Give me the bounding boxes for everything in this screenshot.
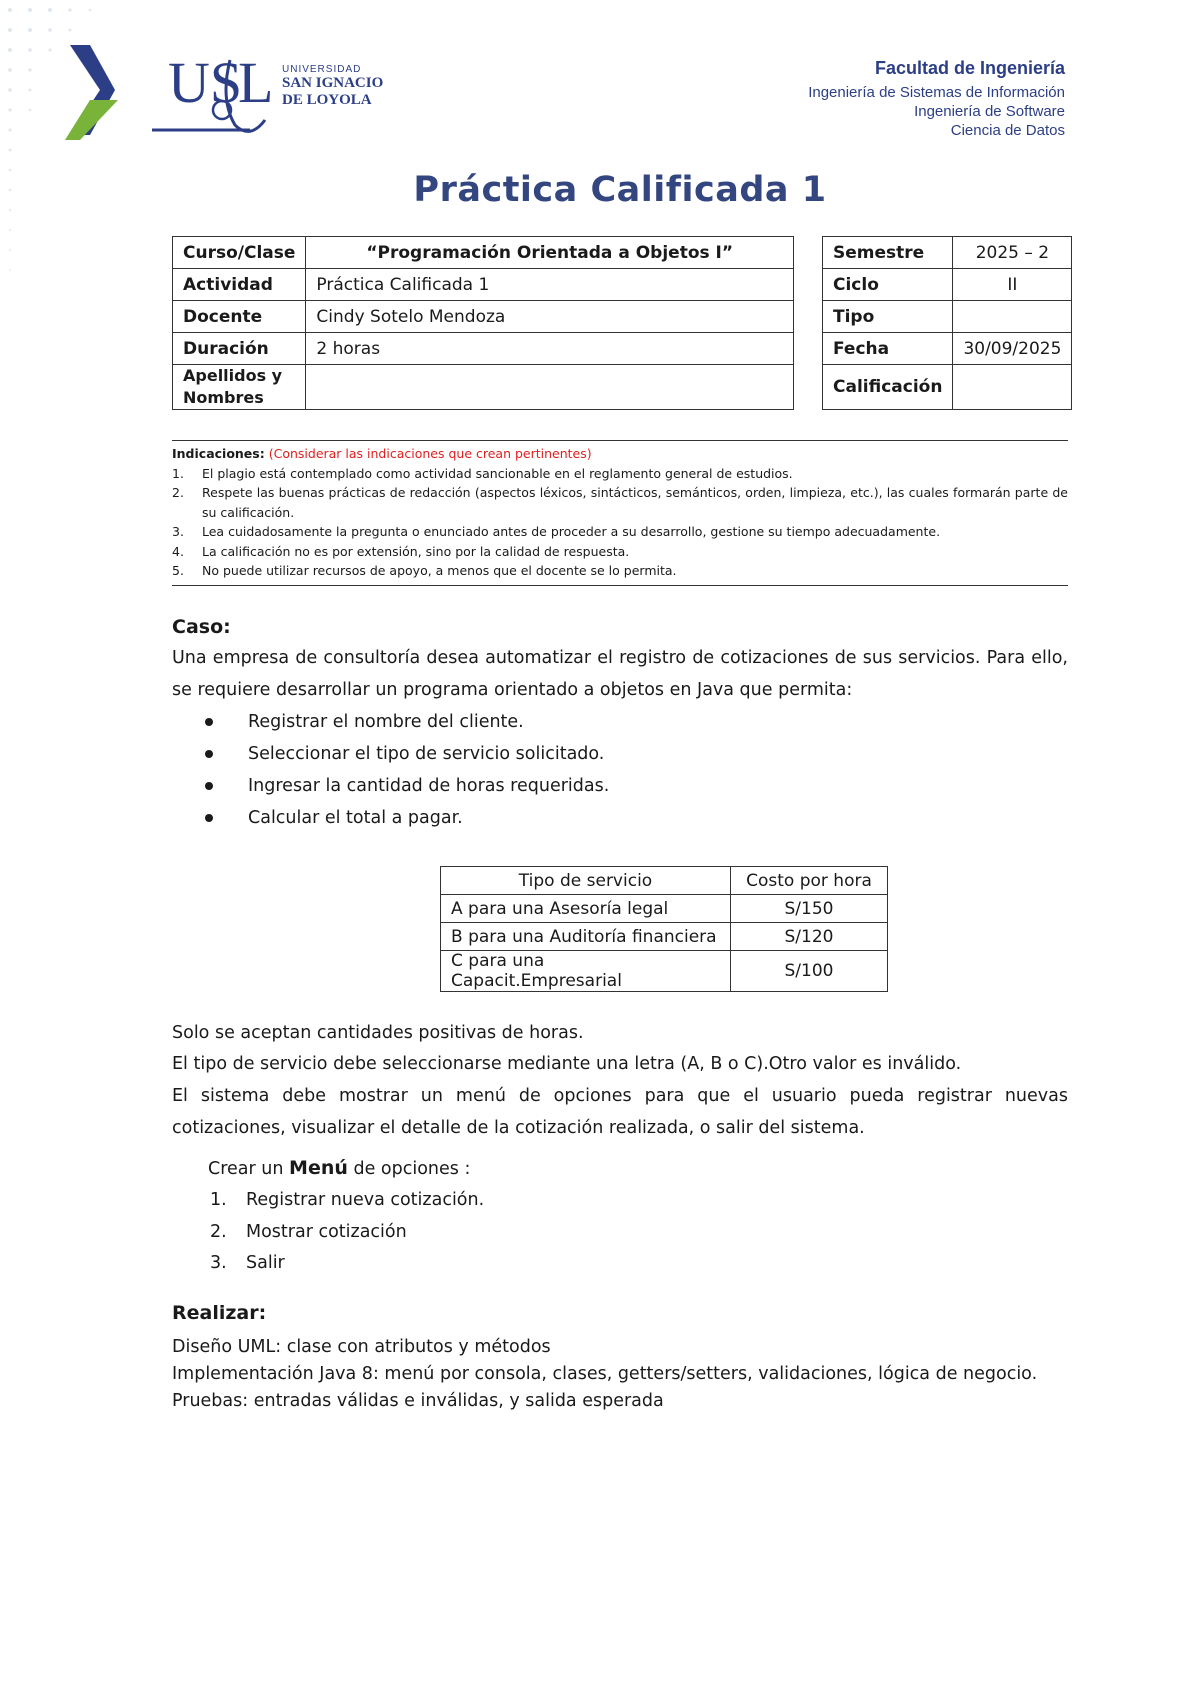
cell-label: Curso/Clase: [173, 237, 306, 269]
list-item: 5. No puede utilizar recursos de apoyo, a menos que el docente se lo permita.: [172, 561, 1068, 581]
list-item: 1. Registrar nueva cotización.: [210, 1185, 484, 1217]
requirement-text: Registrar el nombre del cliente.: [248, 712, 524, 732]
cell-value: 2025 – 2: [953, 237, 1072, 269]
list-item: 3. Lea cuidadosamente la pregunta o enunciado antes de proceder a su desarrollo, gestione su tiempo adecuadamente.: [172, 522, 1068, 542]
indications-note: (Considerar las indicaciones que crean pertinentes): [268, 446, 592, 461]
table-row: [173, 365, 794, 410]
list-item: 4. La calificación no es por extensión, sino por la calidad de respuesta.: [172, 542, 1068, 562]
table-row: [173, 269, 794, 301]
menu-options-list: [210, 1185, 484, 1280]
indications-label: Indicaciones:: [172, 446, 265, 461]
indications-block: [172, 444, 1068, 581]
bullet-icon: [205, 718, 213, 726]
cell-value: 2 horas: [306, 333, 794, 365]
logo-text-de-loyola: DE LOYOLA: [282, 92, 372, 108]
menu-option-text: Mostrar cotización: [246, 1221, 407, 1242]
table-row: [173, 333, 794, 365]
case-intro: Una empresa de consultoría desea automatizar el registro de cotizaciones de sus servicios. Para ello, se requiere desarrollar un programa orientado a objetos en Java que permita:: [172, 648, 1068, 700]
indication-text: No puede utilizar recursos de apoyo, a menos que el docente se lo permita.: [202, 563, 677, 578]
tasks-heading: Realizar:: [172, 1302, 267, 1324]
service-cost: S/150: [731, 895, 888, 923]
cell-value: “Programación Orientada a Objetos I”: [306, 237, 794, 269]
svg-text:US: US: [168, 50, 243, 115]
cell-label: Fecha: [823, 333, 953, 365]
usil-logo: [60, 40, 420, 150]
column-header: Costo por hora: [731, 867, 888, 895]
table-row: [441, 895, 888, 923]
cell-label: Calificación: [823, 365, 953, 410]
list-item: 2. Respete las buenas prácticas de redacción (aspectos léxicos, sintácticos, semánticos, orden, limpieza, etc.), las cuales formarán parte de su calificación.: [172, 483, 1068, 522]
menu-word: Menú: [289, 1157, 348, 1179]
table-header-row: [441, 867, 888, 895]
table-row: [173, 237, 794, 269]
indication-text: Respete las buenas prácticas de redacción (aspectos léxicos, sintácticos, semánticos, orden, limpieza, etc.), las cuales formarán parte de su calificación.: [202, 485, 1068, 520]
list-item: [205, 738, 609, 770]
requirement-text: Calcular el total a pagar.: [248, 808, 463, 828]
document-title: Práctica Calificada 1: [413, 170, 827, 210]
rule-text: El sistema debe mostrar un menú de opciones para que el usuario pueda registrar nuevas cotizaciones, visualizar el detalle de la cotización realizada, o salir del sistema.: [172, 1086, 1068, 1138]
faculty-header: [808, 58, 1065, 140]
cell-label: Semestre: [823, 237, 953, 269]
table-row: [441, 951, 888, 992]
menu-intro-prefix: Crear un: [208, 1159, 284, 1179]
indication-text: Lea cuidadosamente la pregunta o enunciado antes de proceder a su desarrollo, gestione su tiempo adecuadamente.: [202, 524, 941, 539]
table-row: [823, 237, 1072, 269]
indication-text: El plagio está contemplado como actividad sancionable en el reglamento general de estudios.: [202, 465, 793, 481]
course-info-table: [172, 236, 794, 410]
program-name: Ingeniería de Sistemas de Información: [808, 84, 1065, 101]
list-item: 3. Salir: [210, 1248, 484, 1280]
case-heading: Caso:: [172, 616, 231, 638]
rule-text: El tipo de servicio debe seleccionarse mediante una letra (A, B o C).Otro valor es inválido.: [172, 1054, 962, 1074]
menu-option-text: Registrar nueva cotización.: [246, 1190, 485, 1210]
service-cost: S/100: [731, 951, 888, 992]
bullet-icon: [205, 782, 213, 790]
indications-list: [172, 464, 1068, 581]
menu-intro: [208, 1153, 470, 1186]
requirement-text: Seleccionar el tipo de servicio solicitado.: [248, 744, 605, 764]
table-row: [441, 923, 888, 951]
divider: [172, 585, 1068, 586]
cell-value: Cindy Sotelo Mendoza: [306, 301, 794, 333]
task-text: Diseño UML: clase con atributos y métodos: [172, 1337, 551, 1357]
cell-label: Ciclo: [823, 269, 953, 301]
bullet-icon: [205, 750, 213, 758]
cell-label: Duración: [173, 333, 306, 365]
cell-label: Apellidos y Nombres: [173, 365, 306, 410]
table-row: [823, 365, 1072, 410]
bullet-icon: [205, 814, 213, 822]
service-type: A para una Asesoría legal: [441, 895, 731, 923]
cell-value: [953, 301, 1072, 333]
task-text: Implementación Java 8: menú por consola, clases, getters/setters, validaciones, lógica de negocio.: [172, 1364, 1038, 1384]
semester-info-table: [822, 236, 1072, 410]
menu-intro-suffix: de opciones :: [353, 1159, 471, 1179]
indication-text: La calificación no es por extensión, sino por la calidad de respuesta.: [202, 543, 630, 559]
cell-label: Docente: [173, 301, 306, 333]
program-name: Ciencia de Datos: [950, 122, 1065, 139]
list-item: [205, 770, 609, 802]
tasks-list: [172, 1334, 1037, 1415]
list-item: [205, 802, 609, 834]
services-table: [440, 866, 888, 992]
requirement-text: Ingresar la cantidad de horas requeridas.: [248, 776, 610, 796]
table-row: [823, 269, 1072, 301]
logo-text-universidad: UNIVERSIDAD: [282, 64, 362, 75]
table-row: [823, 301, 1072, 333]
cell-value: II: [953, 269, 1072, 301]
menu-option-text: Salir: [246, 1253, 285, 1273]
faculty-name: Facultad de Ingeniería: [874, 58, 1065, 78]
svg-text:L: L: [238, 50, 274, 115]
table-row: [823, 333, 1072, 365]
service-type: B para una Auditoría financiera: [441, 923, 731, 951]
service-cost: S/120: [731, 923, 888, 951]
table-row: [173, 301, 794, 333]
cell-value: 30/09/2025: [953, 333, 1072, 365]
requirements-list: [205, 706, 609, 834]
list-item: [205, 706, 609, 738]
cell-label: Tipo: [823, 301, 953, 333]
service-type: C para una Capacit.Empresarial: [441, 951, 731, 992]
cell-label: Actividad: [173, 269, 306, 301]
indications-heading: [172, 444, 1068, 464]
cell-value: Práctica Calificada 1: [306, 269, 794, 301]
column-header: Tipo de servicio: [441, 867, 731, 895]
divider: [172, 440, 1068, 441]
list-item: 2. Mostrar cotización: [210, 1217, 484, 1249]
logo-text-san-ignacio: SAN IGNACIO: [282, 75, 384, 91]
program-name: Ingeniería de Software: [914, 103, 1065, 120]
grade-field[interactable]: [953, 365, 1072, 410]
task-text: Pruebas: entradas válidas e inválidas, y salida esperada: [172, 1391, 664, 1411]
list-item: 1. El plagio está contemplado como actividad sancionable en el reglamento general de estudios.: [172, 464, 1068, 484]
rule-text: Solo se aceptan cantidades positivas de horas.: [172, 1023, 584, 1043]
student-name-field[interactable]: [306, 365, 794, 410]
